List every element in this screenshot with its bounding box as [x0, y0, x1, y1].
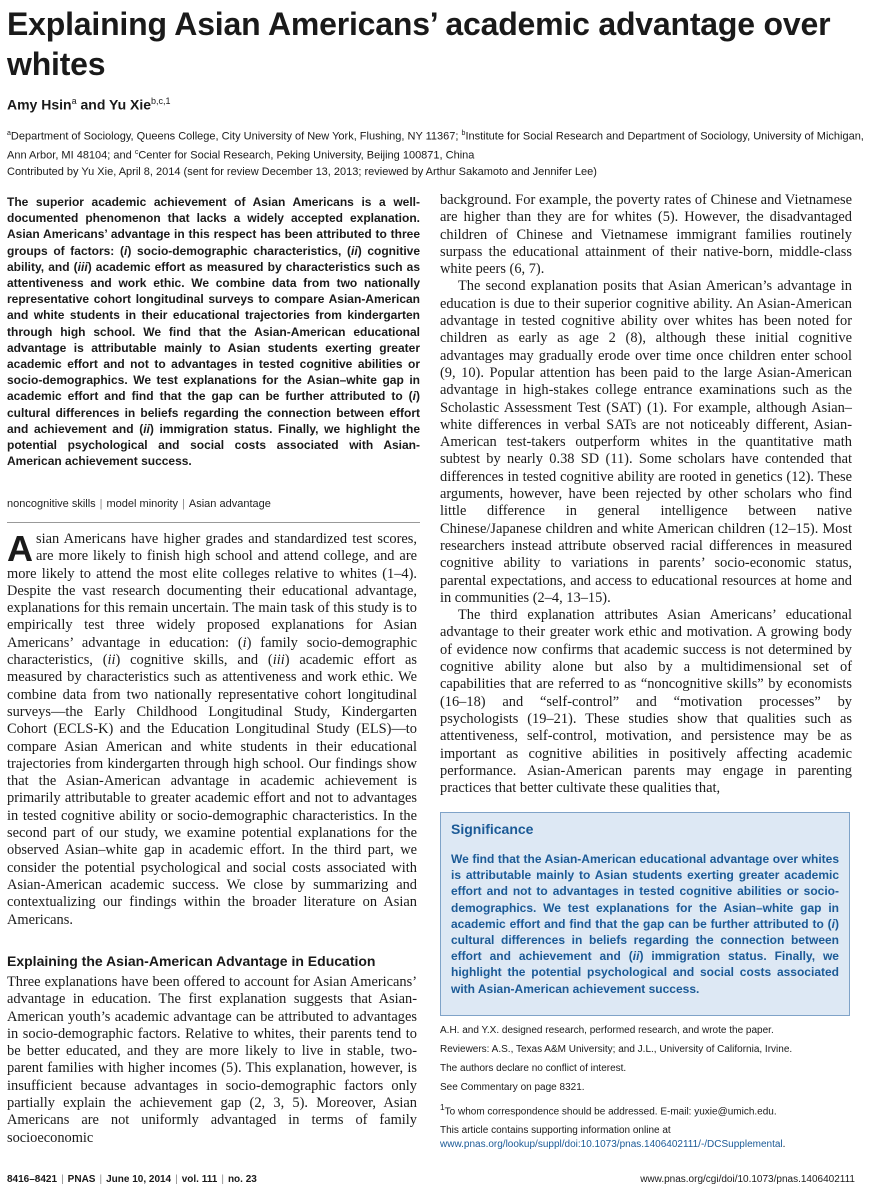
- significance-text: ) cultural differences in beliefs regarding the connection between effort and achievement and (: [451, 916, 839, 964]
- affiliation-text: Department of Sociology, Queens College, City University of New York, Flushing, NY 11367;: [10, 130, 462, 143]
- significance-text: We find that the Asian-American educational advantage over whites is attributable mainly to Asian students exerting greater academic effort and not to advantages in tested cognitive abilities or socio-demographics. We test explanations for the Asian–white gap in academic effort and find that the gap can be further attributed to (: [451, 852, 839, 931]
- abstract-enum: i: [123, 243, 128, 258]
- section-heading: Explaining the Asian-American Advantage in Education: [7, 953, 376, 969]
- note-correspondence: [440, 1100, 852, 1119]
- punctuation: .: [782, 1139, 786, 1151]
- affiliation-marker: a: [71, 96, 77, 106]
- footer-separator: |: [175, 1174, 178, 1185]
- note-supporting-info: [440, 1124, 852, 1152]
- significance-box: [440, 812, 850, 1016]
- abstract-text: ) socio-demographic characteristics, (: [127, 243, 352, 258]
- section-divider: [7, 522, 420, 523]
- footer-date: June 10, 2014: [106, 1174, 172, 1185]
- body-paragraph: The third explanation attributes Asian Americans’ educational advantage to their greater work ethic and motivation. A growing body of evidence now confirms that academic success is not determined by cognitive ability alone but also by a multidimensional set of capabilities that are referred to as “noncognitive skills” by economists (16–18) and “self-control” and “motivation processes” by psychologists (19–21). These studies show that qualities such as attentiveness, self-control, motivation, and persistence may be as important as cognitive abilities in positively affecting academic performance. Asian-American parents may engage in parenting practices that better cultivate these qualities that,: [440, 607, 852, 797]
- abstract-text: ) cognitive ability, and (: [7, 243, 421, 274]
- footer-separator: |: [221, 1174, 224, 1185]
- intro-text: sian Americans have higher grades and standardized test scores, are more likely to finish high school and attend college, and are more likely to attend the most elite colleges relative to whites (1–4). Despite the vast research documenting their educational advantage, explanations for this remain uncertain. The main task of this study is to empirically test three widely proposed explanations for Asian Americans’ advantage in education: (: [7, 531, 417, 651]
- abstract-text: The superior academic achievement of Asian Americans is a well-documented phenomenon that lacks a widely accepted explanation. Asian Americans’ advantage in this respect has been attributed to three groups of factors: (: [7, 195, 420, 258]
- abstract-text: ) cultural differences in beliefs regarding the connection between effort and achievement and (: [7, 389, 420, 436]
- significance-enum: ii: [632, 949, 640, 964]
- paper-title: Explaining Asian Americans’ academic advantage over whites: [7, 6, 831, 82]
- note-contributions: A.H. and Y.X. designed research, performed research, and wrote the paper.: [440, 1025, 774, 1036]
- note-reviewers: Reviewers: A.S., Texas A&M University; and J.L., University of California, Irvine.: [440, 1044, 793, 1055]
- abstract-enum: ii: [351, 243, 358, 258]
- note-conflict: The authors declare no conflict of interest.: [440, 1063, 627, 1074]
- body-paragraph: The second explanation posits that Asian American’s advantage in education is due to their superior cognitive ability. An Asian-American advantage in tested cognitive ability over whites has been noted for children as early as age 2 (8), although these initial cognitive advantages may gradually erode over time once children enter school (9, 10). Popular attention has been paid to the large Asian-American advantage in high-stakes college entrance examinations such as the Scholastic Assessment Test (SAT) (1). For example, although Asian–white differences in verbal SATs are not noticeably different, Asian-American test-takers outperform whites in the quantitative math subtest by nearly 0.38 SD (11). Some scholars have contended that differences in tested cognitive ability are rooted in genetics (12). These arguments, however, have been rejected by other scholars who find little difference in general intelligence between native Chinese/Japanese children and white American children (12–15). Most researchers instead attribute observed racial differences in measured cognitive ability to variations in parents’ socio-economic status, parental expectations, and access to educational resources at home and in communities (2–4, 13–15).: [440, 278, 852, 606]
- correspondence-text[interactable]: To whom correspondence should be addressed. E-mail: yuxie@umich.edu.: [444, 1106, 777, 1118]
- abstract-enum: i: [412, 389, 416, 404]
- abstract-text: ) immigration status. Finally, we highlight the potential psychological and social costs associated with Asian-American achievement success.: [7, 421, 420, 469]
- intro-text: ) family socio-demographic characteristics, (: [7, 634, 417, 669]
- intro-text: ) cognitive skills, and (: [115, 652, 273, 669]
- drop-cap: A: [7, 528, 33, 569]
- keyword-separator: |: [99, 498, 103, 510]
- footer-number: no. 23: [227, 1174, 257, 1185]
- section-body: Three explanations have been offered to account for Asian Americans’ advantage in education. The first explanation suggests that Asian-American youth’s academic advantage can be attributed to advantages in socio-demographic factors. Relative to whites, their parents tend to be better educated, and they are more likely to live in stable, two-parent families with higher incomes (5). This explanation, however, is insufficient because advantages in socio-demographic factors only partially explain the achievement gap (2, 3, 5). Moreover, Asian Americans are not uniformly advantaged in terms of family socioeconomic: [7, 974, 417, 1146]
- intro-enum: i: [242, 634, 247, 651]
- keyword: Asian advantage: [188, 498, 271, 510]
- keyword-separator: |: [182, 498, 185, 510]
- author-name[interactable]: Amy Hsin: [7, 96, 72, 113]
- keyword: model minority: [106, 498, 179, 510]
- keywords: [7, 498, 271, 510]
- affiliation-marker: b: [461, 130, 466, 137]
- significance-title: Significance: [451, 821, 534, 837]
- footer-citation: [7, 1174, 257, 1185]
- affiliation-text: Center for Social Research, Peking University, Beijing 100871, China: [138, 149, 475, 162]
- abstract-text: ) academic effort as measured by characteristics such as attentiveness and work ethic. We combine data from two nationally representative cohort longitudinal surveys to compare Asian-American and white students in their educational trajectories from kindergarten through high school. We find that the Asian-American educational advantage is attributable mainly to Asian students exerting greater academic effort and not to advantages in tested cognitive abilities or socio-demographics. We test explanations for the Asian–white gap in academic effort and find that the gap can be further attributed to (: [7, 259, 421, 404]
- significance-body: [451, 851, 839, 997]
- intro-enum: iii: [272, 652, 285, 669]
- footer-volume: vol. 111: [181, 1174, 218, 1185]
- supplemental-link[interactable]: www.pnas.org/lookup/suppl/doi:10.1073/pnas.1406402111/-/DCSupplemental: [440, 1139, 783, 1151]
- footer-doi-url[interactable]: www.pnas.org/cgi/doi/10.1073/pnas.1406402111: [640, 1174, 855, 1185]
- body-paragraph: background. For example, the poverty rates of Chinese and Vietnamese are higher than they are for whites (5). However, the disadvantaged children of Chinese and Vietnamese immigrant families routinely surpass the educational attainment of their native-born, middle-class white peers (6, 7).: [440, 192, 852, 278]
- affiliation-marker: b,c,1: [151, 96, 171, 106]
- intro-paragraph: [7, 528, 417, 929]
- footer-journal: PNAS: [67, 1174, 96, 1185]
- note-commentary: See Commentary on page 8321.: [440, 1082, 585, 1093]
- author-line: [7, 96, 171, 113]
- intro-enum: ii: [107, 652, 116, 669]
- footer-pages: 8416–8421: [7, 1174, 58, 1185]
- affiliation-marker: c: [134, 148, 139, 156]
- keyword: noncognitive skills: [7, 498, 96, 510]
- footer-separator: |: [61, 1174, 64, 1185]
- contribution-line: Contributed by Yu Xie, April 8, 2014 (sent for review December 13, 2013; reviewed by Arthur Sakamoto and Jennifer Lee): [7, 166, 597, 178]
- affiliations: [7, 126, 867, 163]
- intro-text: ) academic effort as measured by characteristics such as attentiveness and work ethic. We combine data from two nationally representative cohort longitudinal surveys—the Early Childhood Longitudinal Study, Kindergarten Cohort (ECLS-K) and the Education Longitudinal Study (ELS)—to compare Asian American and white students in their educational trajectories from kindergarten through high school. Our findings show that the Asian-American advantage in academic achievement is primarily attributable to greater academic effort and not to advantages in tested cognitive ability or socio-demographic characteristics. In the second part of our study, we examine potential explanations for the observed Asian–white gap in academic effort. In the third part, we consider the potential psychological and social costs associated with Asian-American academic success. We close by summarizing and contextualizing our findings within the broader literature on Asian Americans.: [7, 652, 417, 928]
- abstract: [7, 194, 420, 469]
- footnote-marker: 1: [440, 1102, 445, 1112]
- footer-separator: |: [99, 1174, 103, 1185]
- abstract-enum: ii: [143, 421, 150, 436]
- article-notes: [440, 1024, 852, 1157]
- right-column: [440, 192, 852, 797]
- abstract-enum: iii: [77, 259, 88, 274]
- supporting-info-text: This article contains supporting information online at: [440, 1125, 671, 1137]
- significance-text: ) immigration status. Finally, we highlight the potential psychological and social costs associated with Asian-American achievement success.: [451, 949, 839, 996]
- affiliation-text: Institute for Social Research and Department of Sociology, University of Michigan, Ann Arbor, MI 48104; and: [7, 130, 864, 162]
- significance-enum: i: [831, 916, 835, 931]
- affiliation-marker: a: [7, 130, 11, 137]
- author-conjunction: and: [76, 96, 110, 113]
- author-name[interactable]: Yu Xie: [109, 96, 152, 113]
